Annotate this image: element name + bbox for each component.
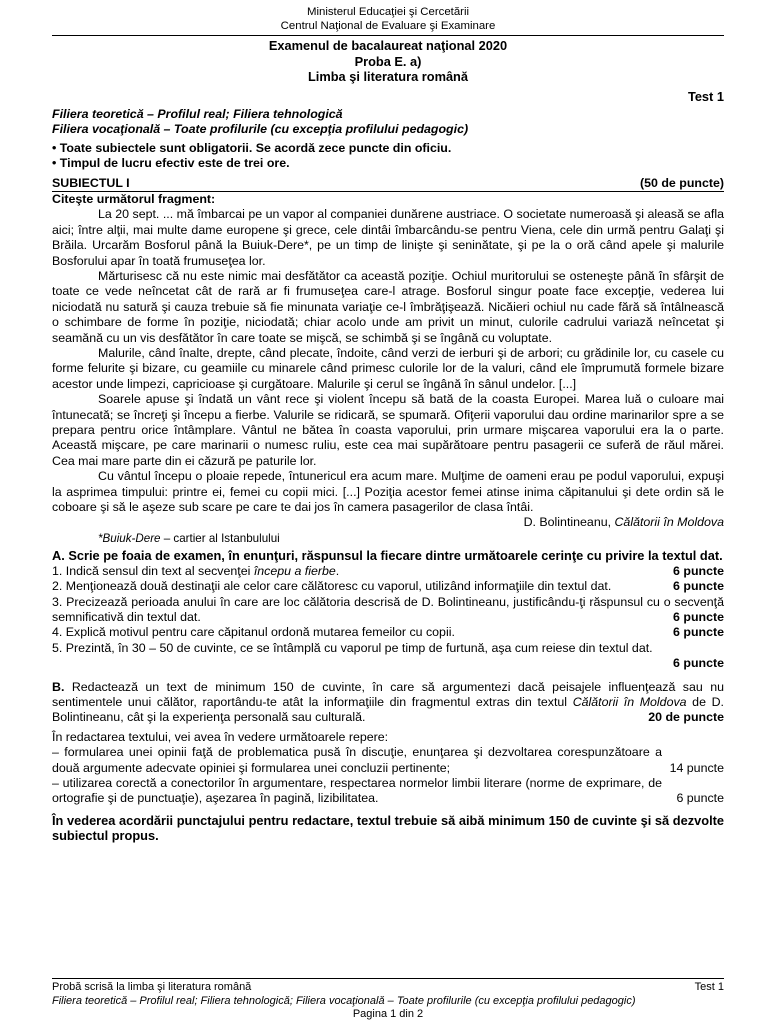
task-item [52,625,724,640]
part-a-instruction: A. Scrie pe foaia de examen, în enunţuri, răspunsul la fiecare dintre următoarele cerinţe cu privire la textul dat. [52,548,723,564]
fragment-source [52,515,724,530]
footer-test: Test 1 [694,981,724,993]
page-footer [52,978,724,1022]
fragment-paragraph: Soarele apuse şi îndată un vânt rece şi violent începu să bată de la coasta Europei. Marea luă o culoare mai întunecată; se încreţi şi începu a fierbe. Valurile se ridicară, se spumară. Ofiţerii vaporului dau ordine marinarilor spre a se prepara pentru orice întâmplare. Vântul ne bătea în coasta vaporului, prin urmare mişcarea vaporului era la o parte. Această mişcare, pe care marinarii o numesc ruliu, este cea mai supărătoare pentru pasagerii ce suferă de răul mărei. Cea mai mare parte din ei căzură pe paturile lor. [52,392,724,468]
task-points: 6 puncte [673,579,724,594]
test-label: Test 1 [687,88,724,104]
subject-1-points: (50 de puncte) [640,175,724,190]
criteria-item [52,776,724,807]
fragment-paragraph: Cu vântul începu o ploaie repede, întunericul era acum mare. Mulţime de oameni erau pe podul vaporului, expuşi la asprimea timpului: printre ei, femei cu copii mici. [...] Poziţia acestor femei atinse inima căpitanului şi dete ordin să le coboare şi să le aşeze sub scare pe care te dai jos în camera pasagerilor de clasa întâi. [52,469,724,515]
footnote-text: – cartier al Istanbulului [160,531,280,545]
subject-title: Limba şi literatura română [307,69,468,84]
criteria-points: 14 puncte [669,760,724,775]
footer-divider [52,978,724,979]
center-name: Centrul Naţional de Evaluare şi Examinare [280,19,496,32]
exam-title: Examenul de bacalaureat naţional 2020 [268,38,508,53]
rule-item: • Toate subiectele sunt obligatorii. Se acordă zece puncte din oficiu. [52,141,724,156]
criteria-item [52,745,724,776]
fragment-paragraph: Mărturisesc că nu este nimic mai desfătător ca această poziţie. Ochiul muritorului se osteneşte până în sfârşit de toate ce vede neîncetat cât de rară ar fi frumuseţea care-l atrage. Bosforul singur poate face excepţie, vederea lui niciodată nu satură şi cauza trebuie să fie minunata variaţie ce-l îmbrăţişează. Nicăieri ochiul nu cade fără să întâlnească o schimbare de forme în poziţie, niciodată; chiar acolo unde am privit un minut, culorile cadrului variază neîncetat şi seamănă cu un vis desfătător în care toate se mişcă, se schimbă şi se îngână cu voluptate. [52,268,724,345]
part-b-points: 20 de puncte [648,710,724,725]
page-number: Pagina 1 din 2 [352,1008,424,1020]
subject-1-header [52,176,724,191]
task-item [52,579,724,594]
subject-1-title: SUBIECTUL I [52,175,130,190]
footnote-term: *Buiuk-Dere [98,531,161,545]
exam-page [52,6,724,844]
task-points: 6 puncte [673,563,724,578]
task-text: 1. Indică sensul din text al secvenţei începu a fierbe. [52,563,340,578]
header-divider [52,35,724,36]
filiera-line-2: Filiera vocaţională – Toate profilurile (cu excepţia profilului pedagogic) [52,122,469,137]
footer-row [52,981,724,995]
criteria-text: – formularea unei opinii faţă de problematica pusă în discuţie, enunţarea şi dezvoltarea corespunzătoare a două argumente adecvate opiniei şi formularea unei concluzii pertinente; [52,745,662,775]
task-text: 2. Menţionează două destinaţii ale celor care călătoresc cu vaporul, utilizând informaţiile din textul dat. [52,579,612,594]
author-name: D. Bolintineanu, [523,515,615,530]
fragment-paragraph: Malurile, când înalte, drepte, când plecate, îndoite, când verzi de ierburi şi de arbori; cu grădinile lor, cu casele cu forme felurite şi bizare, cu geamiile cu minarele când primesc culorile lor de la valuri, când ele împrumută formele bizare acestor unde limpezi, capricioase şi curgătoare. Malurile şi cerul se îngână în sânul undelor. [...] [52,346,724,391]
task-text: 5. Prezintă, în 30 – 50 de cuvinte, ce se întâmplă cu vaporul pe timp de furtună, aşa cum reiese din textul dat. [52,640,653,655]
fragment-instruction: Citeşte următorul fragment: [52,191,216,206]
task-item [52,564,724,579]
criteria-points: 6 puncte [676,791,724,806]
task-item [52,595,724,626]
task-points: 6 puncte [673,656,724,671]
footer-left: Probă scrisă la limba şi literatura română [52,981,252,993]
fragment-paragraph: La 20 sept. ... mă îmbarcai pe un vapor al companiei dunărene austriace. O societate numeroasă şi aleasă se afla aici; între alţii, mai multe dame europene şi grece, cele dintâi îmbarcându-se pentru Viena, cele din urmă pentru Galaţi şi Brăila. Urcarăm Bosforul până la Buiuk-Dere*, pe un timp de linişte şi seninătate, şi pe la o oră când apele şi malurile Bosforului apar în toată frumuseţea lor. [52,207,724,268]
task-text: 4. Explică motivul pentru care căpitanul ordonă mutarea femeilor cu copii. [52,625,455,640]
proba-label: Proba E. a) [354,53,422,69]
part-b-text: B. Redactează un text de minimum 150 de cuvinte, în care să argumentezi dacă peisajele influenţează sau nu sentimentele unui călător, raportându-te atât la informaţiile din fragmentul extras din textul Călătorii în Moldova de D. Bolintineanu, cât şi la experienţa personală sau culturală. [52,679,724,725]
task-points: 6 puncte [673,625,724,640]
rule-item: • Timpul de lucru efectiv este de trei ore. [52,156,724,171]
criteria-text: – utilizarea corectă a conectorilor în argumentare, respectarea normelor limbii literare (norme de exprimare, de ortografie şi de punctuaţie), aşezarea în pagină, lizibilitatea. [52,776,662,806]
part-b-label: B. [52,679,65,694]
footer-filiera: Filiera teoretică – Profilul real; Filiera tehnologică; Filiera vocaţională – Toate profilurile (cu excepţia profilului pedagogic) [52,994,636,1007]
task-points: 6 puncte [673,609,724,624]
ministry-name: Ministerul Educaţiei şi Cercetării [306,6,470,18]
footnote [52,531,724,546]
criteria-intro: În redactarea textului, vei avea în vedere următoarele repere: [52,729,389,744]
task-text: 3. Precizează perioada anului în care are loc călătoria descrisă de D. Bolintineanu, justificându-ţi răspunsul cu o secvenţă semnificativă din textul dat. [52,594,724,624]
filiera-line-1: Filiera teoretică – Profilul real; Filiera tehnologică [52,106,343,121]
task-item [52,641,724,672]
final-note: În vederea acordării punctajului pentru redactare, textul trebuie să aibă minimum 150 de cuvinte şi să dezvolte subiectul propus. [52,812,724,844]
work-title: Călătorii în Moldova [614,515,724,530]
